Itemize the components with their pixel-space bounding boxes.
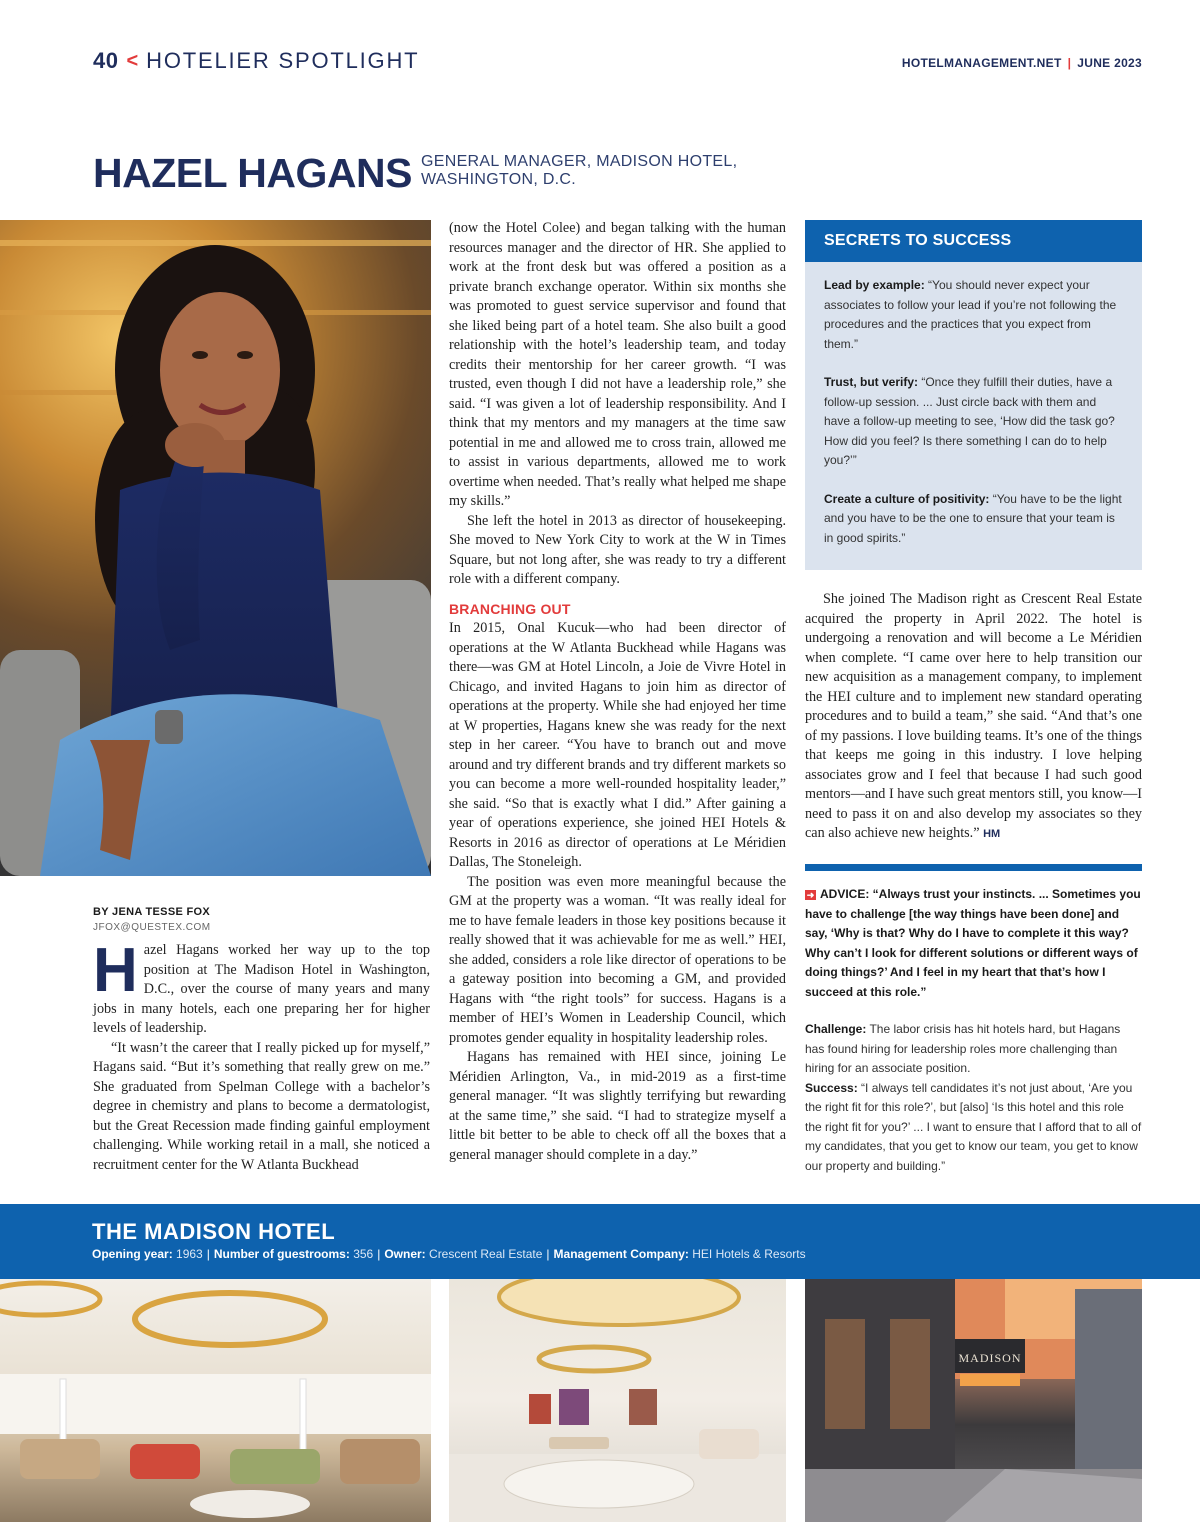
role-line-1: GENERAL MANAGER, MADISON HOTEL, [421,153,738,170]
page-number: 40 [93,48,119,73]
portrait-illustration [0,220,431,876]
article-paragraph [805,590,1142,845]
secret-text: “You have to be the light and you have to be the one to ensure that your team is in good spirits.” [824,491,1122,545]
end-mark: HM [983,828,1001,840]
article-column-3 [805,590,1142,845]
fact-label: Number of guestrooms: [213,1247,350,1261]
lobby-hall-illustration [449,1279,786,1522]
hotel-name: THE MADISON HOTEL [92,1219,336,1244]
secrets-title: SECRETS TO SUCCESS [805,220,1142,262]
lobby-photo [449,1279,786,1522]
site-name: HOTELMANAGEMENT.NET [901,56,1062,70]
fact-separator: | [546,1247,550,1261]
intro-text: azel Hagans worked her way up to the top position at The Madison Hotel in Washington, D.C., over the course of many years and many jobs in many hotels, each one preparing her for higher levels of leadership. [93,942,430,1036]
fact-label: Management Company: [553,1247,689,1261]
fact-value: HEI Hotels & Resorts [688,1247,806,1261]
byline-author: BY JENA TESSE FOX [93,906,210,918]
article-paragraph: In 2015, Onal Kucuk—who had been director of operations at the W Atlanta Buckhead while Hagans was there—was GM at Hotel Lincoln, a Joie de Vivre Hotel in Chicago, and invited Hagans to join him as director of operations at the property. While she had enjoyed her time at W properties, Hagans knew she was ready for the next step in her career. “You have to branch out and move around and try different brands and try different markets so you can become a more well-rounded hospitality leader,” she said. “So that is exactly what I did.” After gaining a year of operations experience, she joined HEI Hotels & Resorts in 2016 as director of operations at Le Méridien Dallas, The Stoneleigh. [449,620,786,870]
fact-label: Owner: [384,1247,426,1261]
role-line-2: WASHINGTON, D.C. [421,171,577,188]
hotel-facts-banner [0,1204,1200,1279]
profile-role [421,153,737,189]
secret-item [824,373,1122,471]
challenge-text: The labor crisis has hit hotels hard, but Hagans has found hiring for leadership roles more challenging than hiring for an associate position. [805,1022,1121,1075]
page-header-right [902,56,1142,70]
secret-label: Trust, but verify: [824,375,919,389]
hotel-sign-text: MADISON [958,1351,1022,1365]
success-label: Success: [805,1080,858,1095]
issue-date: JUNE 2023 [1077,56,1142,70]
section-divider [805,864,1142,871]
article-column-1 [93,936,430,1175]
challenge-label: Challenge: [805,1022,867,1036]
fact-value: Crescent Real Estate [425,1247,543,1261]
hotel-exterior-photo [805,1279,1142,1522]
secret-text: “You should never expect your associates to follow your lead if you’re not following the procedures and the practices that you expect from them.” [824,278,1117,351]
article-column-2 [449,219,786,1165]
advice-text: ADVICE: “Always trust your instincts. ... Sometimes you have to challenge [the way things have been done] and say, ‘Why is that? Why do I have to complete it this way? Why can’t I look for different solutions or different ways of doing things?’ And I feel in my heart that that’s how I succeed at this role.” [805,887,1141,999]
fact-label: Opening year: [92,1247,173,1261]
challenge-success-block [805,1020,1142,1176]
fact-value: 1963 [172,1247,203,1261]
secret-label: Lead by example: [824,278,925,292]
success-text: “I always tell candidates it’s not just about, ‘Are you the right fit for this role?’, but [also] ‘Is this hotel and this role the right fit for you?’ ... I want to ensure that I afford that to all of my candidates, that you get to know our team, you get to know our property and building.” [805,1080,1142,1173]
fact-separator: | [377,1247,381,1261]
secret-label: Create a culture of positivity: [824,491,990,506]
article-paragraph: “It wasn’t the career that I really picked up for myself,” Hagans said. “But it’s something that really grew on me.” She graduated from Spelman College with a bachelor’s degree in chemistry and plans to become a dermatologist, but the Great Recession made finding gainful employment challenging. While working retail in a mall, she noticed a recruitment center for the W Atlanta Buckhead [93,1039,430,1173]
secrets-to-success-box [805,220,1142,570]
exterior-illustration [805,1279,1142,1522]
challenge-item [805,1020,1142,1079]
chevron-left-icon: < [126,49,139,72]
section-title: HOTELIER SPOTLIGHT [146,48,420,73]
article-paragraph: Hagans has remained with HEI since, joining Le Méridien Arlington, Va., in mid-2019 as a first-time general manager. “It was slightly terrifying but rewarding at the same time,” she said. “I had to strategize myself a little bit better to be able to check off all the boxes that a general manager should complete in a day.” [449,1049,786,1163]
page-header-left [93,48,419,74]
secret-item [824,490,1122,549]
fact-value: 356 [349,1247,374,1261]
lobby-lounge-photo [0,1279,431,1522]
header-separator: | [1067,56,1072,70]
secrets-list [805,262,1142,548]
article-paragraph: The position was even more meaningful because the GM at the property was a woman. “It was really ideal for me to have female leaders in those key positions because it really showed that it was achievable for me as well.” HEI, she added, considers a role like director of operations to be a gateway position into becoming a GM, and provided Hagans with “the right tools” for success. Hagans is a member of HEI’s Women in Leadership Council, which promotes gender equality in hospitality leadership roles. [449,873,786,1046]
article-paragraph: She left the hotel in 2013 as director of housekeeping. She moved to New York City to work at the W in Times Square, but not long after, she was ready to try a different role with a different company. [449,512,786,587]
advice-block [805,885,1142,1002]
success-item [805,1079,1142,1177]
hotel-facts [92,1247,806,1261]
portrait-photo [0,220,431,876]
article-text: She joined The Madison right as Crescent Real Estate acquired the property in April 2022. The hotel is undergoing a renovation and will become a Le Méridien when complete. “I came over here to help transition our new acquisition as a management company, to implement the HEI culture and to implement new standard operating procedures and to build a team,” she said. “And that’s one of my passions. I love building teams. It’s one of the things that keeps me going in this industry. I love helping associates grow and I feel that because I had such good mentors—and I have such great mentors still, you know—I need to pass it on and also develop my associates so they can also achieve new heights.” [805,591,1142,841]
fact-separator: | [206,1247,210,1261]
subhead-branching-out: BRANCHING OUT [449,600,571,617]
secret-item [824,276,1122,354]
article-paragraph: (now the Hotel Colee) and began talking with the human resources manager and the director of HR. She applied to work at the front desk but was offered a position as a private branch exchange operator. Within six months she was promoted to guest service supervisor and found that she liked being part of a hotel team. She also built a good relationship with the hotel’s leadership team, and today credits their mentorship for her career growth. “I was trusted, even though I did not have a leadership role,” she said. “I was given a lot of leadership responsibility. And I think that my mentors and my managers at the time saw potential in me and allowed me to cross train, allowed me to assist in various departments, allowed me to work overtime when needed. That’s really what helped me shape my skills.” [449,220,786,509]
byline-email: JFOX@QUESTEX.COM [93,922,211,933]
secret-text: “Once they fulfill their duties, have a follow-up session. ... Just circle back with them and have a follow-up meeting to see, ‘How did the task go? How did you feel? Is there something I can do to help you?’” [824,375,1115,467]
intro-paragraph [93,936,430,1039]
profile-name: HAZEL HAGANS [93,150,412,196]
drop-cap: H [93,936,138,1005]
lobby-illustration [0,1279,431,1522]
arrow-right-icon: ➜ [806,890,815,900]
